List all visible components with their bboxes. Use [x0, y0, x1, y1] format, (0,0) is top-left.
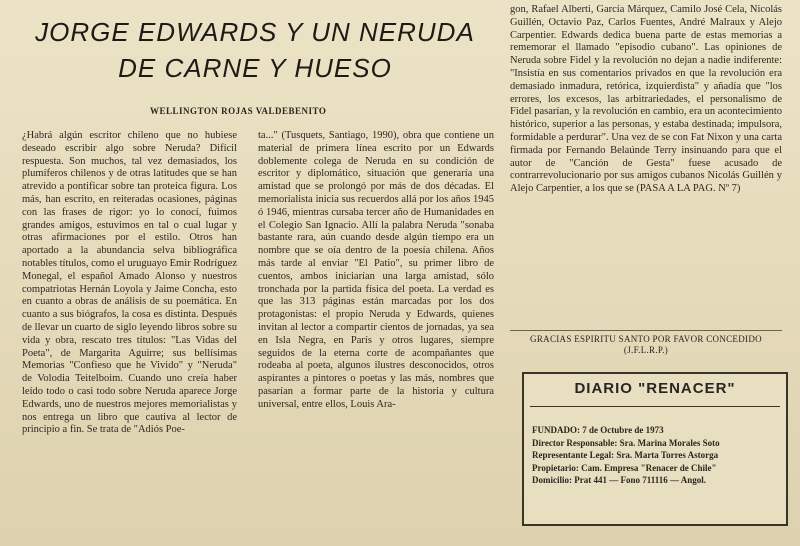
headline-line-2: DE CARNE Y HUESO	[118, 53, 392, 83]
masthead-line: Director Responsable: Sra. Marina Morales Soto	[532, 437, 720, 448]
article-column-1	[22, 130, 237, 437]
masthead-title: DIARIO "RENACER"	[574, 380, 736, 397]
masthead-line: Propietario: Cam. Empresa "Renacer de Chile"	[532, 462, 717, 473]
column-1-text: ¿Habrá algún escritor chileno que no hubiese deseado escribir algo sobre Neruda? Difícil respuesta. Son muchos, tal vez demasiados, los plumíferos chilenos y de otras latitudes que se han atrevido a pontificar sobre tan proteica figura. Los más, han escrito, en reiteradas ocasiones, páginas con las frases de rigor: yo lo conocí, fuimos grandes amigos, estuvimos en tal o cual lugar y otras afirmaciones por el estilo. Otros han aportado a la abundancia selva bibliográfica notables títulos, como el uruguayo Emir Rodríguez Monegal, el español Amado Alonso y nuestros compatriotas Hernán Loyola y Jaime Concha, esto en cuanto a obras de análisis de su poemática. En cuanto a sus biógrafos, la cosa es distinta. Después de llevar un cuarto de siglo leyendo libros sobre su vida y obra, rescato tres títulos: "Las Vidas del Poeta", de Margarita Aguirre; sus bellísimas Memorias "Confieso que he Vivido" y "Neruda" de Volodia Teitelboim. Cuando uno creía haber leído todo o casi todo sobre Neruda aparece Jorge Edwards, uno de nuestros mejores memorialistas y nos entrega un libro que cautiva al lector de principio a fin. Se trata de "Adiós Poe-	[22, 130, 237, 436]
column-2-text: ta..." (Tusquets, Santiago, 1990), obra que contiene un material de primera línea escrito por un Edwards doblemente colega de Neruda en su condición de escritor y diplomático, situación que generaría una amistad que se prolongó por más de dos décadas. El memorialista inicia sus recuerdos allá por los años 1945 ó 1946, mientras cursaba tercer año de Humanidades en el Colegio San Ignacio. Allí la palabra Neruda "sonaba bastante rara, aún cuando desde algún tiempo era un nombre que se oía dentro de la poesía chilena. Años más tarde al enviar "El Patio", su primer libro de cuentos, ambos iniciarían una larga amistad, sólo tronchada por la partida física del poeta. La verdad es que las 313 páginas están marcadas por los dos protagonistas: el propio Neruda y Edwards, quienes invitan al lector a compartir cientos de jornadas, ya sea en Isla Negra, en París y otros lugares, siempre seguidos de la eterna corte de acompañantes que rodeaba al poeta, algunos ilustres desconocidos, otros aspirantes a pintores o poetas y las más, nombres que pasarían a formar parte de la historia y cultura universal, entre ellos, Louis Ara-	[258, 130, 494, 410]
gracias-notice: GRACIAS ESPIRITU SANTO POR FAVOR CONCEDIDO (J.F.L.R.P.)	[510, 330, 782, 356]
masthead-details	[532, 424, 782, 487]
headline-line-1: JORGE EDWARDS Y UN NERUDA	[35, 17, 475, 47]
article-byline: WELLINGTON ROJAS VALDEBENITO	[150, 106, 327, 116]
masthead-divider	[530, 406, 780, 407]
masthead-line: Domicilio: Prat 441 — Fono 711116 — Angol.	[532, 475, 707, 485]
masthead-box	[522, 372, 788, 526]
article-column-3	[510, 4, 782, 322]
article-column-2	[258, 130, 494, 412]
masthead-line: FUNDADO: 7 de Octubre de 1973	[532, 425, 664, 435]
column-3-text: gon, Rafael Alberti, García Márquez, Camilo José Cela, Nicolás Guillén, Octavio Paz, Carlos Fuentes, André Malraux y Alejo Carpentier. Edwards dedica buena parte de estas memorias a rememorar el llamado "episodio cubano". Las opiniones de Neruda sobre Fidel y la revolución no dejan a nadie indiferente: "Insistía en sus comentarios privados en que la revolución era demasiado inmadura, retórica, izquierdista" y añadía que "los errores, los excesos, las arbitrariedades, el personalismo de Fidel pasarían, y la revolución en cambio, era un acontecimiento histórico, superior a las personas, y estaba destinada; impulsora, formidable a perdurar". Una vez de se con Fat Nixon y una carta firmada por Fernando Belaúnde Terry insinuando para que el autor de "Canción de Gesta" fuese acusado de contrarrevolucionario por sus amigos cubanos Nicolás Guillén y Alejo Carpentier, a los que se (PASA A LA PAG. Nº 7)	[510, 4, 782, 195]
article-headline	[20, 14, 490, 86]
masthead-line: Representante Legal: Sra. Marta Torres Astorga	[532, 450, 719, 460]
